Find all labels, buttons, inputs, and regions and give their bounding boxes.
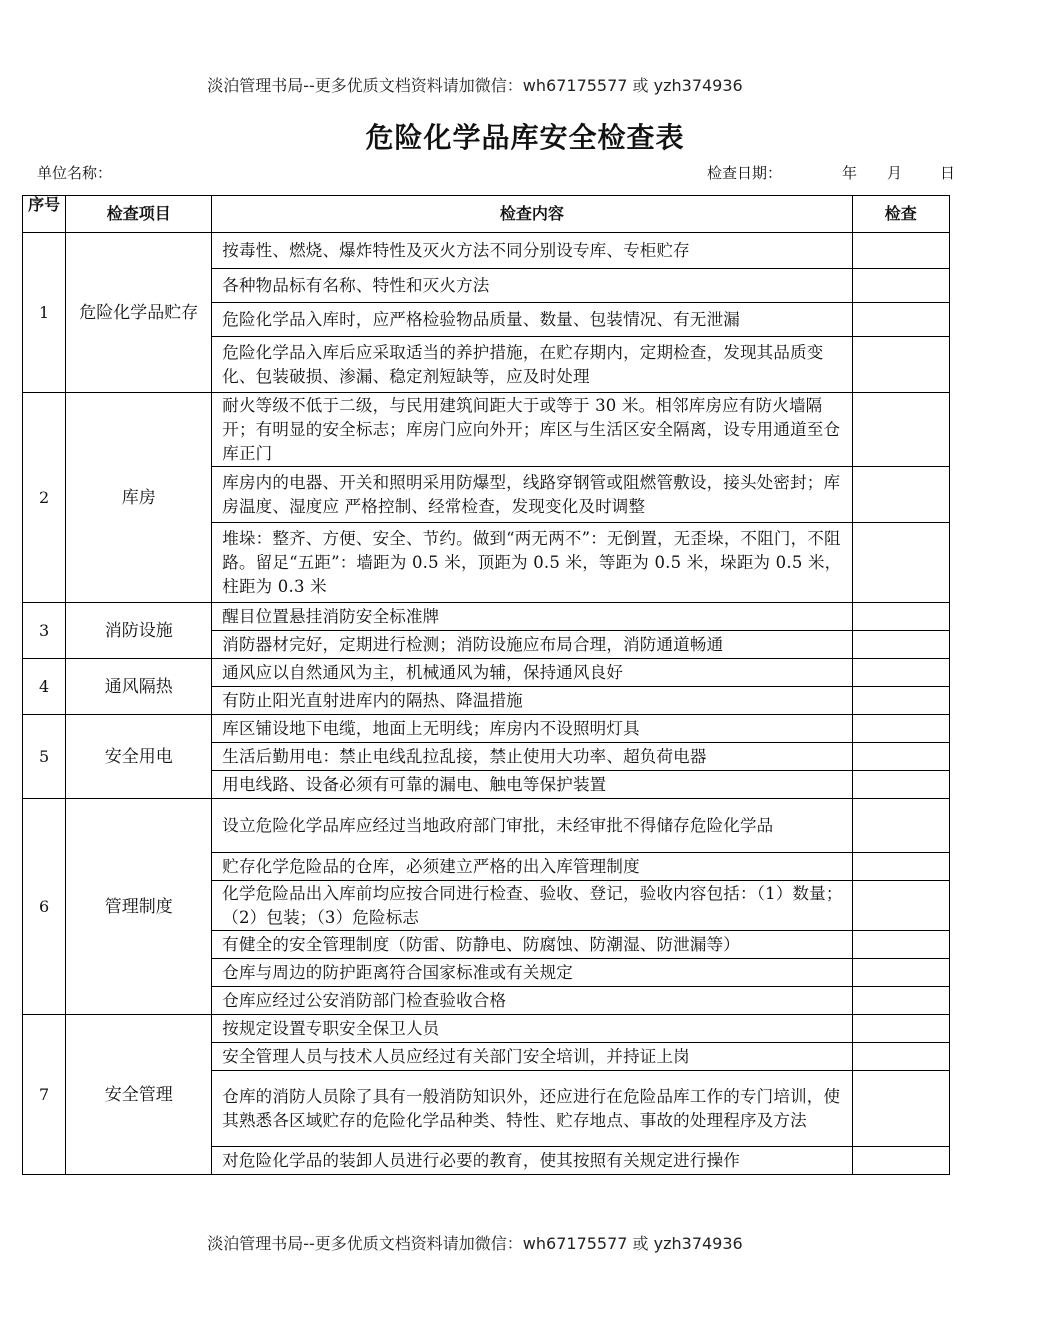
date-year-label: 年 [842,164,858,182]
header-seq: 序号 [23,196,66,233]
row-check-result-cell[interactable] [852,269,949,303]
row-check-content: 醒目位置悬挂消防安全标准牌 [212,603,852,631]
document-title: 危险化学品库安全检查表 [365,121,685,154]
header-item: 检查项目 [66,196,212,233]
row-seq-number: 2 [23,393,66,603]
row-check-item: 管理制度 [66,799,212,1015]
row-check-content: 耐火等级不低于二级，与民用建筑间距大于或等于 30 米。相邻库房应有防火墙隔开；有明显的安全标志；库房门应向外开；库区与生活区安全隔离，设专用通道至仓库正门 [212,393,852,467]
row-check-result-cell[interactable] [852,1043,949,1071]
row-check-content: 化学危险品出入库前均应按合同进行检查、验收、登记，验收内容包括：（1）数量；（2）包装；（3）危险标志 [212,881,852,931]
meta-row [37,162,956,184]
table-row [23,799,950,853]
table-body [23,233,950,1175]
row-check-content: 设立危险化学品库应经过当地政府部门审批，未经审批不得储存危险化学品 [212,799,852,853]
row-check-result-cell[interactable] [852,715,949,743]
inspection-date-label: 检查日期： [707,164,783,182]
row-check-item: 库房 [66,393,212,603]
row-seq-number: 5 [23,715,66,799]
row-check-item: 安全用电 [66,715,212,799]
row-seq-number: 7 [23,1015,66,1175]
row-check-content: 仓库的消防人员除了具有一般消防知识外，还应进行在危险品库工作的专门培训，使其熟悉各区域贮存的危险化学品种类、特性、贮存地点、事故的处理程序及方法 [212,1071,852,1147]
row-check-result-cell[interactable] [852,1015,949,1043]
page-header-watermark: 淡泊管理书局--更多优质文档资料请加微信：wh67175577 或 yzh374936 [207,76,743,95]
row-check-item: 通风隔热 [66,659,212,715]
header-content: 检查内容 [212,196,852,233]
row-check-content: 危险化学品入库时，应严格检验物品质量、数量、包装情况、有无泄漏 [212,303,852,337]
row-check-content: 消防器材完好，定期进行检测；消防设施应布局合理，消防通道畅通 [212,631,852,659]
row-check-item: 安全管理 [66,1015,212,1175]
row-check-result-cell[interactable] [852,603,949,631]
row-seq-number: 3 [23,603,66,659]
row-check-result-cell[interactable] [852,659,949,687]
row-check-result-cell[interactable] [852,631,949,659]
row-check-result-cell[interactable] [852,853,949,881]
page-footer-watermark: 淡泊管理书局--更多优质文档资料请加微信：wh67175577 或 yzh374936 [207,1234,743,1253]
row-check-content: 有防止阳光直射进库内的隔热、降温措施 [212,687,852,715]
table-row [23,393,950,467]
date-month-label: 月 [887,164,903,182]
date-day-label: 日 [940,164,956,182]
row-check-content: 仓库与周边的防护距离符合国家标准或有关规定 [212,959,852,987]
row-check-content: 贮存化学危险品的仓库，必须建立严格的出入库管理制度 [212,853,852,881]
table-row [23,233,950,269]
row-check-result-cell[interactable] [852,233,949,269]
row-check-result-cell[interactable] [852,467,949,523]
table-header-row [23,196,950,233]
row-check-content: 通风应以自然通风为主，机械通风为辅，保持通风良好 [212,659,852,687]
row-check-content: 用电线路、设备必须有可靠的漏电、触电等保护装置 [212,771,852,799]
row-check-item: 消防设施 [66,603,212,659]
row-check-content: 仓库应经过公安消防部门检查验收合格 [212,987,852,1015]
row-check-result-cell[interactable] [852,687,949,715]
table-row [23,603,950,631]
row-check-result-cell[interactable] [852,771,949,799]
row-check-content: 各种物品标有名称、特性和灭火方法 [212,269,852,303]
row-check-content: 危险化学品入库后应采取适当的养护措施，在贮存期内，定期检查，发现其品质变化、包装破损、渗漏、稳定剂短缺等，应及时处理 [212,337,852,393]
row-check-result-cell[interactable] [852,393,949,467]
row-check-content: 有健全的安全管理制度（防雷、防静电、防腐蚀、防潮湿、防泄漏等） [212,931,852,959]
row-check-content: 按毒性、燃烧、爆炸特性及灭火方法不同分别设专库、专柜贮存 [212,233,852,269]
row-check-result-cell[interactable] [852,959,949,987]
row-check-result-cell[interactable] [852,1071,949,1147]
row-check-result-cell[interactable] [852,743,949,771]
table-row [23,659,950,687]
row-check-result-cell[interactable] [852,987,949,1015]
row-check-result-cell[interactable] [852,931,949,959]
row-check-result-cell[interactable] [852,337,949,393]
row-check-content: 安全管理人员与技术人员应经过有关部门安全培训，并持证上岗 [212,1043,852,1071]
row-check-content: 堆垛：整齐、方便、安全、节约。做到“两无两不”：无倒置，无歪垛，不阻门，不阻路。留足“五距”：墙距为 0.5 米，顶距为 0.5 米，等距为 0.5 米，垛距为 0.5 米，柱距为 0.3 米 [212,523,852,603]
row-check-result-cell[interactable] [852,523,949,603]
row-check-content: 生活后勤用电：禁止电线乱拉乱接，禁止使用大功率、超负荷电器 [212,743,852,771]
row-seq-number: 1 [23,233,66,393]
row-check-result-cell[interactable] [852,303,949,337]
row-check-content: 库房内的电器、开关和照明采用防爆型，线路穿钢管或阻燃管敷设，接头处密封；库房温度、湿度应 严格控制、经常检查，发现变化及时调整 [212,467,852,523]
row-check-result-cell[interactable] [852,799,949,853]
row-check-result-cell[interactable] [852,1147,949,1175]
header-result: 检查 [852,196,949,233]
row-seq-number: 6 [23,799,66,1015]
row-check-result-cell[interactable] [852,881,949,931]
inspection-table [22,195,950,1175]
table-row [23,715,950,743]
row-check-content: 对危险化学品的装卸人员进行必要的教育，使其按照有关规定进行操作 [212,1147,852,1175]
table-row [23,1015,950,1043]
row-seq-number: 4 [23,659,66,715]
row-check-item: 危险化学品贮存 [66,233,212,393]
unit-name-label: 单位名称： [37,164,113,182]
row-check-content: 按规定设置专职安全保卫人员 [212,1015,852,1043]
row-check-content: 库区铺设地下电缆，地面上无明线；库房内不设照明灯具 [212,715,852,743]
